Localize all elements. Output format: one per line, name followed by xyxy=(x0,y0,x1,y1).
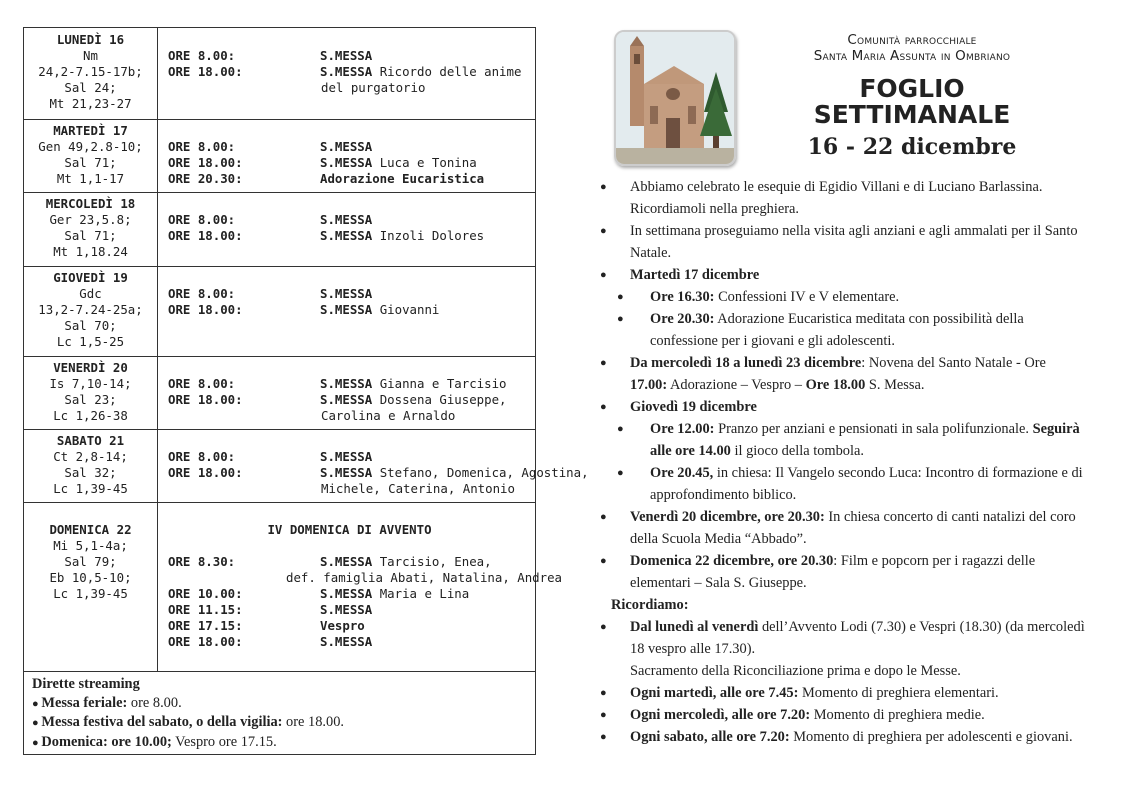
mass-entry: ORE 18.00: S.MESSA xyxy=(168,634,373,649)
notice-item: ● In settimana proseguiamo nella visita agli anziani e agli ammalati per il Santo Natale. xyxy=(596,220,1086,264)
mass-entry: ORE 18.00: S.MESSA Ricordo delle anime xyxy=(168,64,522,79)
mass-entry: ORE 18.00: S.MESSA Giovanni xyxy=(168,302,440,317)
day-cell xyxy=(24,192,158,266)
day-name: GIOVEDÌ 19 xyxy=(53,270,128,285)
day-name: MERCOLEDÌ 18 xyxy=(45,196,136,211)
day-cell xyxy=(24,356,158,429)
notice-subitem: ● Ore 20.30: Adorazione Eucaristica meditata con possibilità della confessione per i giovani e gli adolescenti. xyxy=(596,308,1086,352)
day-cell xyxy=(24,502,158,671)
schedule-table xyxy=(23,27,589,755)
mass-list xyxy=(168,449,589,497)
mass-entry: ORE 18.00: S.MESSA Inzoli Dolores xyxy=(168,228,485,243)
mass-entry: ORE 8.00: S.MESSA xyxy=(168,48,373,63)
notice-subitem: ● Ore 12.00: Pranzo per anziani e pensionati in sala polifunzionale. Seguirà alle ore 14.00 il gioco della tombola. xyxy=(596,418,1086,462)
day-readings: Mi 5,1-4a; Sal 79; Eb 10,5-10; Lc 1,39-45 xyxy=(49,538,132,601)
mass-intention-cont: del purgatorio xyxy=(321,80,426,95)
day-name: SABATO 21 xyxy=(56,433,125,448)
mass-list xyxy=(168,48,531,96)
day-readings: Gen 49,2.8-10; Sal 71; Mt 1,1-17 xyxy=(38,139,143,186)
day-readings: Ct 2,8-14; Sal 32; Lc 1,39-45 xyxy=(53,449,128,496)
mass-intention-cont: def. famiglia Abati, Natalina, Andrea xyxy=(286,570,563,585)
notice-item: ● Martedì 17 dicembre xyxy=(596,264,1086,286)
mass-entry: ORE 8.00: S.MESSA xyxy=(168,139,373,154)
mass-entry: ORE 8.00: S.MESSA xyxy=(168,286,373,301)
day-row-tuesday xyxy=(24,119,535,193)
notice-continuation: Sacramento della Riconciliazione prima e dopo le Messe. xyxy=(630,663,961,679)
notice-item: ● Ogni sabato, alle ore 7.20: Momento di preghiera per adolescenti e giovani. xyxy=(596,726,1086,748)
day-row-sunday xyxy=(24,502,563,672)
mass-list xyxy=(168,139,531,187)
church-image xyxy=(614,30,736,166)
notice-subitem: ● Ore 20.45, in chiesa: Il Vangelo secondo Luca: Incontro di formazione e di approfondimento biblico. xyxy=(596,462,1086,506)
mass-entry: ORE 10.00: S.MESSA Maria e Lina xyxy=(168,586,470,601)
day-name: LUNEDÌ 16 xyxy=(56,32,125,47)
mass-entry: ORE 17.15: Vespro xyxy=(168,618,365,633)
day-row-monday xyxy=(24,28,535,120)
notices-list xyxy=(596,176,1086,748)
notice-item: ● Venerdì 20 dicembre, ore 20.30: In chiesa concerto di canti natalizi del coro della Scuola Media “Abbado”. xyxy=(596,506,1086,550)
day-name: DOMENICA 22 xyxy=(49,522,132,537)
mass-entry: ORE 11.15: S.MESSA xyxy=(168,602,373,617)
mass-entry: ORE 8.30: S.MESSA Tarcisio, Enea, xyxy=(168,554,492,569)
notice-item: ● Abbiamo celebrato le esequie di Egidio Villani e di Luciano Barlassina. Ricordiamoli nella preghiera. xyxy=(596,176,1086,220)
mass-entry: ORE 8.00: S.MESSA xyxy=(168,449,373,464)
streaming-title: Dirette streaming xyxy=(32,676,140,692)
streaming-item: ● Domenica: ore 10.00; Vespro ore 17.15. xyxy=(32,733,527,753)
day-row-wednesday xyxy=(24,192,535,267)
bulletin-dates: 16 - 22 dicembre xyxy=(807,134,1017,160)
notice-item: ● Ogni martedì, alle ore 7.45: Momento di preghiera elementari. xyxy=(596,682,1086,704)
day-name: MARTEDÌ 17 xyxy=(53,123,128,138)
bulletin-title: FOGLIO SETTIMANALE xyxy=(813,74,1011,129)
right-column xyxy=(596,20,1096,780)
mass-intention-cont: Michele, Caterina, Antonio xyxy=(321,481,515,496)
mass-entry: ORE 20.30: Adorazione Eucaristica xyxy=(168,171,485,186)
notice-item: ● Ogni mercoledì, alle ore 7.20: Momento di preghiera medie. xyxy=(596,704,1086,726)
community-name: Comunità parrocchiale Santa Maria Assunta in Ombriano xyxy=(813,32,1011,64)
mass-entry: ORE 18.00: S.MESSA Dossena Giuseppe, xyxy=(168,392,507,407)
mass-entry: ORE 18.00: S.MESSA Stefano, Domenica, Agostina, xyxy=(168,465,589,480)
notice-item: ● Da mercoledì 18 a lunedì 23 dicembre: Novena del Santo Natale - Ore 17.00: Adorazione – Vespro – Ore 18.00 S. Messa. xyxy=(596,352,1086,396)
notice-item: ● Giovedì 19 dicembre xyxy=(596,396,1086,418)
streaming-box xyxy=(24,669,535,754)
day-cell xyxy=(24,266,158,356)
streaming-item: ● Messa feriale: ore 8.00. xyxy=(32,694,527,714)
mass-list xyxy=(168,212,531,244)
notice-item: ● Domenica 22 dicembre, ore 20.30: Film e popcorn per i ragazzi delle elementari – Sala S. Giuseppe. xyxy=(596,550,1086,594)
mass-list xyxy=(168,522,563,650)
mass-list xyxy=(168,286,531,318)
mass-entry: ORE 18.00: S.MESSA Luca e Tonina xyxy=(168,155,477,170)
sunday-title: IV DOMENICA DI AVVENTO xyxy=(267,522,432,537)
reminders-heading: Ricordiamo: xyxy=(611,597,689,613)
day-readings: Gdc 13,2-7.24-25a; Sal 70; Lc 1,5-25 xyxy=(38,286,143,349)
mass-entry: ORE 8.00: S.MESSA Gianna e Tarcisio xyxy=(168,376,507,391)
day-readings: Ger 23,5.8; Sal 71; Mt 1,18.24 xyxy=(49,212,132,259)
notice-subitem: ● Ore 16.30: Confessioni IV e V elementare. xyxy=(596,286,1086,308)
mass-entry: ORE 8.00: S.MESSA xyxy=(168,212,373,227)
day-name: VENERDÌ 20 xyxy=(53,360,128,375)
notice-item: ● Dal lunedì al venerdì dell’Avvento Lodi (7.30) e Vespri (18.30) (da mercoledì 18 vespro alle 17.30). xyxy=(596,616,1086,660)
day-cell xyxy=(24,28,158,119)
day-cell xyxy=(24,119,158,192)
mass-intention-cont: Carolina e Arnaldo xyxy=(321,408,456,423)
day-readings: Is 7,10-14; Sal 23; Lc 1,26-38 xyxy=(49,376,132,423)
day-row-saturday xyxy=(24,429,589,503)
day-row-friday xyxy=(24,356,535,430)
day-cell xyxy=(24,429,158,502)
streaming-item: ● Messa festiva del sabato, o della vigilia: ore 18.00. xyxy=(32,713,527,733)
day-row-thursday xyxy=(24,266,535,357)
mass-list xyxy=(168,376,531,424)
day-readings: Nm 24,2-7.15-17b; Sal 24; Mt 21,23-27 xyxy=(38,48,143,111)
